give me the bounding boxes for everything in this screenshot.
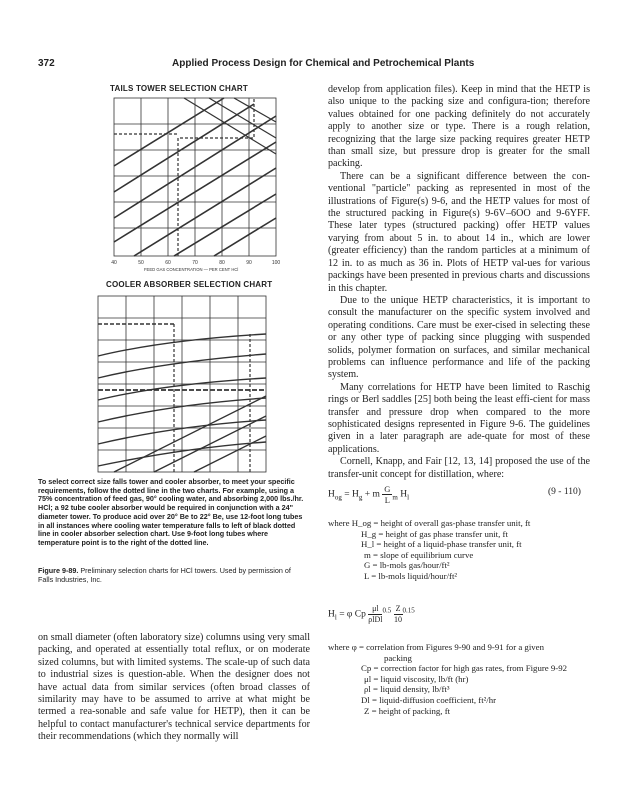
- figure-instructions: To select correct size falls tower and cooler absorber, to meet your specific requirements, follow the dotted line in the two charts. For example, using a 75% concentration of feed gas, 90° cooling water, and absorbing 2,000 lbs./hr. HCl; a 92 tube cooler absorber would be required in conjunction with a 24" diameter tower. To produce acid over 20° Be to 22° Be, use 12-foot long tubes in all instances where cooling water temperature falls to left of black dotted line in cooler absorber selection chart. Use 9-foot long tubes where temperature point is to the right of the dotted line.: [38, 477, 304, 547]
- cooler-chart-title: COOLER ABSORBER SELECTION CHART: [106, 280, 273, 289]
- equation-definitions-1: [328, 518, 530, 582]
- tails-x-axis-label: FEED GAS CONCENTRATION — PER CENT HCl: [144, 267, 239, 272]
- page-number: 372: [38, 58, 55, 69]
- definition: m = slope of equilibrium curve: [364, 549, 474, 560]
- definition: H_l = height of a liquid-phase transfer unit, ft: [361, 539, 522, 550]
- figure-label: Figure 9-89.: [38, 566, 79, 575]
- tails-chart-title: TAILS TOWER SELECTION CHART: [110, 84, 248, 93]
- definition: Dl = liquid-diffusion coefficient, ft²/hr: [361, 694, 497, 705]
- tails-tower-chart: [104, 96, 294, 272]
- right-column: [328, 84, 590, 481]
- definition: μl = liquid viscosity, lb/ft (hr): [364, 673, 469, 684]
- definition: Cp = correction factor for high gas rates, from Figure 9-92: [361, 663, 568, 674]
- equation-number: (9 - 110): [548, 487, 581, 497]
- left-column-text: on small diameter (often laboratory size) columns using very small packing, and operated at essentially total reflux, or on moderate sized columns, but with limited systems. The scale-up of such data to industrial sizes is question-able. When the designer does not have actual data from similar services (often broad classes of similarity may have to be assumed to arrive at what might be termed a rea-sonable and safe value for HETP), then it can be helpful to contact manufacturer's technical service departments for their recommendations (which they normally will: [38, 632, 310, 743]
- tails-x-tick: 60: [165, 260, 171, 266]
- tails-x-tick: 90: [246, 260, 252, 266]
- paragraph: Many correlations for HETP have been limited to Raschig rings or Berl saddles [25] both being the least effi-cient for mass transfer and pressure drop when compared to the more sophisticated designs represented in Figure 9-6. The guidelines given in a later paragraph are ade-quate for most of these applications.: [328, 381, 590, 455]
- tails-x-tick: 100: [271, 260, 281, 266]
- figure-caption-text: Preliminary selection charts for HCl towers. Used by permission of Falls Industries, Inc.: [38, 566, 291, 584]
- equation-definitions-2: [328, 642, 567, 716]
- paragraph: Cornell, Knapp, and Fair [12, 13, 14] proposed the use of the transfer-unit concept for distillation, where:: [328, 456, 590, 480]
- tails-x-tick: 80: [219, 260, 225, 266]
- definition: H_g = height of gas phase transfer unit, ft: [361, 528, 508, 539]
- equation-hl: $H_l = \varphi$ Cp μl ρlDl $^{0.5}$ $\frac{Z}{10}$ $^{0.15}$: [328, 604, 415, 624]
- paragraph: There can be a significant difference between the con-ventional "particle" packing as represented in most of the illustrations of Figure(s) 9-6, and the HETP values for most of the structured packing in Figure(s) 9-6V–6OO and 9-6YFF. These later types (structured packing) offer HETP values varying from about 5 in. to about 14 in., which are lower (greater efficiency) than the random particles at a minimum of 12 in. to as much as 36 in. Plots of HETP val-ues for various packings have been presented in previous charts and discussions in this chapter.: [328, 170, 590, 294]
- running-head: Applied Process Design for Chemical and Petrochemical Plants: [172, 58, 475, 69]
- definition: L = lb-mols liquid/hour/ft²: [364, 570, 458, 581]
- definition: ρl = liquid density, lb/ft³: [364, 684, 450, 695]
- figure-caption: [38, 566, 308, 584]
- definition: G = lb-mols gas/hour/ft²: [364, 560, 450, 571]
- tails-x-tick: 40: [111, 260, 117, 266]
- paragraph: Due to the unique HETP characteristics, it is important to consult the manufacturer on the specific system involved and operating conditions. Care must be exer-cised in selecting these or any other type of packing since plugging with suspended solids, polymer formation on surfaces, and similar mechanical problems can influence performance and life of the packing system.: [328, 294, 590, 381]
- tails-x-tick: 50: [138, 260, 144, 266]
- paragraph: develop from application files). Keep in mind that the HETP is also unique to the packing size and configura-tion; therefore values obtained for one packing definitely do not accurately apply to another size or type. There is a rough relation, recognizing that the large size packing requires greater HETP than small size, but pressure drop is greater for the small packing.: [328, 84, 590, 170]
- definition: Z = height of packing, ft: [364, 705, 451, 716]
- equation-9-110: $H_{og} = H_g + m$ $\frac{G}{L}$ $_m$ $H_l$: [328, 484, 410, 505]
- definition: packing: [384, 652, 412, 663]
- tails-x-tick: 70: [192, 260, 198, 266]
- definition: where φ = correlation from Figures 9-90 and 9-91 for a given: [328, 642, 544, 652]
- cooler-absorber-chart: [84, 294, 280, 476]
- definition: where H_og = height of overall gas-phase transfer unit, ft: [328, 518, 531, 528]
